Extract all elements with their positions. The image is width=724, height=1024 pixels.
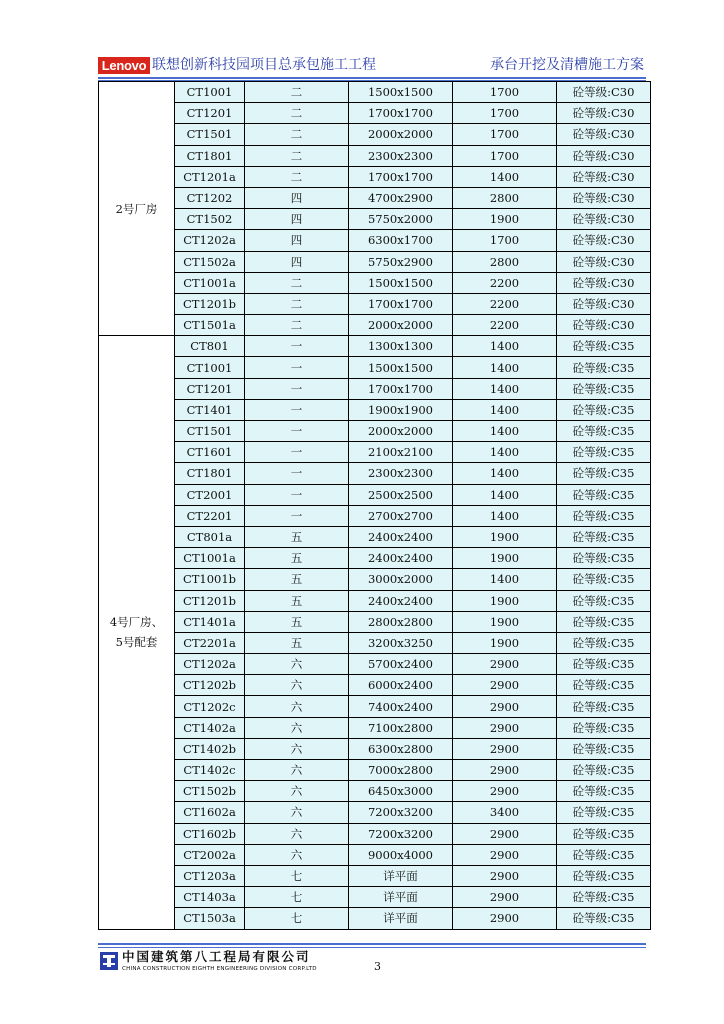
cap-type-cell: 一 — [245, 505, 349, 526]
cap-type-cell: 五 — [245, 611, 349, 632]
cap-depth-cell: 1900 — [453, 526, 557, 547]
concrete-grade-cell: 砼等级:C35 — [557, 357, 651, 378]
concrete-grade-cell: 砼等级:C30 — [557, 145, 651, 166]
cap-id-cell: CT1202a — [175, 230, 245, 251]
cap-depth-cell: 2800 — [453, 187, 557, 208]
cap-depth-cell: 1400 — [453, 378, 557, 399]
cap-type-cell: 一 — [245, 442, 349, 463]
cap-depth-cell: 1400 — [453, 484, 557, 505]
lenovo-logo: Lenovo — [98, 57, 150, 74]
cap-size-cell: 2100x2100 — [349, 442, 453, 463]
footer-rule-thin — [98, 947, 646, 948]
cap-id-cell: CT1202c — [175, 696, 245, 717]
cap-id-cell: CT1201b — [175, 590, 245, 611]
cap-size-cell: 2000x2000 — [349, 421, 453, 442]
concrete-grade-cell: 砼等级:C35 — [557, 823, 651, 844]
cap-type-cell: 二 — [245, 315, 349, 336]
cap-depth-cell: 1400 — [453, 421, 557, 442]
table-row — [99, 463, 651, 484]
concrete-grade-cell: 砼等级:C35 — [557, 590, 651, 611]
cap-depth-cell: 1900 — [453, 590, 557, 611]
building-group-label: 2号厂房 — [115, 201, 158, 216]
cap-type-cell: 二 — [245, 293, 349, 314]
table-row — [99, 675, 651, 696]
concrete-grade-cell: 砼等级:C30 — [557, 209, 651, 230]
concrete-grade-cell: 砼等级:C35 — [557, 654, 651, 675]
concrete-grade-cell: 砼等级:C30 — [557, 103, 651, 124]
cap-type-cell: 六 — [245, 696, 349, 717]
cap-id-cell: CT1402c — [175, 760, 245, 781]
concrete-grade-cell: 砼等级:C35 — [557, 865, 651, 886]
cap-id-cell: CT1201 — [175, 103, 245, 124]
cap-size-cell: 1700x1700 — [349, 166, 453, 187]
cap-type-cell: 一 — [245, 484, 349, 505]
concrete-grade-cell: 砼等级:C35 — [557, 781, 651, 802]
cap-depth-cell: 1900 — [453, 632, 557, 653]
cap-size-cell: 1500x1500 — [349, 272, 453, 293]
concrete-grade-cell: 砼等级:C35 — [557, 484, 651, 505]
cap-depth-cell: 2900 — [453, 717, 557, 738]
table-row — [99, 865, 651, 886]
cap-size-cell: 1500x1500 — [349, 82, 453, 103]
cap-size-cell: 详平面 — [349, 865, 453, 886]
concrete-grade-cell: 砼等级:C30 — [557, 230, 651, 251]
cap-id-cell: CT1501 — [175, 124, 245, 145]
cap-size-cell: 1700x1700 — [349, 293, 453, 314]
cap-id-cell: CT1202 — [175, 187, 245, 208]
cap-size-cell: 7000x2800 — [349, 760, 453, 781]
cap-type-cell: 一 — [245, 421, 349, 442]
cap-id-cell: CT1201a — [175, 166, 245, 187]
cap-size-cell: 1900x1900 — [349, 399, 453, 420]
cap-depth-cell: 2900 — [453, 844, 557, 865]
cap-depth-cell: 1400 — [453, 463, 557, 484]
concrete-grade-cell: 砼等级:C30 — [557, 272, 651, 293]
building-group-label: 5号配套 — [115, 635, 158, 650]
cap-depth-cell: 2200 — [453, 315, 557, 336]
concrete-grade-cell: 砼等级:C35 — [557, 442, 651, 463]
cap-id-cell: CT801 — [175, 336, 245, 357]
cap-type-cell: 四 — [245, 251, 349, 272]
cap-size-cell: 3000x2000 — [349, 569, 453, 590]
cap-depth-cell: 2900 — [453, 887, 557, 908]
cap-type-cell: 二 — [245, 272, 349, 293]
cap-size-cell: 5750x2900 — [349, 251, 453, 272]
cap-size-cell: 1700x1700 — [349, 378, 453, 399]
cap-size-cell: 2300x2300 — [349, 145, 453, 166]
table-row — [99, 823, 651, 844]
cap-depth-cell: 2200 — [453, 272, 557, 293]
table-row — [99, 82, 651, 103]
cap-size-cell: 9000x4000 — [349, 844, 453, 865]
concrete-grade-cell: 砼等级:C30 — [557, 315, 651, 336]
cap-id-cell: CT1401 — [175, 399, 245, 420]
table-row — [99, 548, 651, 569]
footer-rule-thick — [98, 943, 646, 945]
cap-size-cell: 7400x2400 — [349, 696, 453, 717]
cap-depth-cell: 2900 — [453, 865, 557, 886]
table-row — [99, 654, 651, 675]
concrete-grade-cell: 砼等级:C35 — [557, 421, 651, 442]
concrete-grade-cell: 砼等级:C35 — [557, 802, 651, 823]
cap-id-cell: CT801a — [175, 526, 245, 547]
cap-id-cell: CT1001b — [175, 569, 245, 590]
table-row — [99, 315, 651, 336]
cap-id-cell: CT1201b — [175, 293, 245, 314]
table-row — [99, 336, 651, 357]
cap-depth-cell: 2900 — [453, 675, 557, 696]
table-row — [99, 526, 651, 547]
cap-depth-cell: 1400 — [453, 569, 557, 590]
table-row — [99, 145, 651, 166]
table-row — [99, 209, 651, 230]
concrete-grade-cell: 砼等级:C35 — [557, 505, 651, 526]
cap-depth-cell: 3400 — [453, 802, 557, 823]
cap-id-cell: CT1203a — [175, 865, 245, 886]
cap-depth-cell: 2900 — [453, 654, 557, 675]
cap-type-cell: 六 — [245, 717, 349, 738]
cap-depth-cell: 2800 — [453, 251, 557, 272]
table-row — [99, 378, 651, 399]
cap-depth-cell: 1900 — [453, 209, 557, 230]
cap-depth-cell: 2900 — [453, 738, 557, 759]
concrete-grade-cell: 砼等级:C35 — [557, 760, 651, 781]
cap-id-cell: CT1501a — [175, 315, 245, 336]
cap-type-cell: 一 — [245, 336, 349, 357]
document-title: 承台开挖及清槽施工方案 — [490, 57, 644, 73]
cap-type-cell: 一 — [245, 399, 349, 420]
concrete-grade-cell: 砼等级:C30 — [557, 166, 651, 187]
cap-size-cell: 2400x2400 — [349, 590, 453, 611]
cap-size-cell: 1300x1300 — [349, 336, 453, 357]
cap-type-cell: 五 — [245, 526, 349, 547]
cap-size-cell: 5700x2400 — [349, 654, 453, 675]
concrete-grade-cell: 砼等级:C35 — [557, 611, 651, 632]
cap-depth-cell: 1400 — [453, 166, 557, 187]
cap-type-cell: 二 — [245, 145, 349, 166]
table-row — [99, 187, 651, 208]
page-number: 3 — [374, 960, 381, 973]
cap-type-cell: 六 — [245, 823, 349, 844]
concrete-grade-cell: 砼等级:C35 — [557, 378, 651, 399]
concrete-grade-cell: 砼等级:C35 — [557, 548, 651, 569]
cap-size-cell: 详平面 — [349, 887, 453, 908]
header-rule-thick — [98, 77, 646, 79]
cap-type-cell: 六 — [245, 654, 349, 675]
cscec-logo-icon — [100, 952, 118, 970]
concrete-grade-cell: 砼等级:C35 — [557, 336, 651, 357]
concrete-grade-cell: 砼等级:C35 — [557, 844, 651, 865]
cap-depth-cell: 1900 — [453, 611, 557, 632]
table-row — [99, 802, 651, 823]
cap-depth-cell: 1700 — [453, 82, 557, 103]
table-row — [99, 230, 651, 251]
cap-depth-cell: 1700 — [453, 103, 557, 124]
table-row — [99, 505, 651, 526]
cap-id-cell: CT1201 — [175, 378, 245, 399]
cap-id-cell: CT1502a — [175, 251, 245, 272]
concrete-grade-cell: 砼等级:C35 — [557, 569, 651, 590]
cap-id-cell: CT1801 — [175, 463, 245, 484]
company-name-en: CHINA CONSTRUCTION EIGHTH ENGINEERING DIVISION CORP.LTD — [122, 966, 317, 972]
cap-type-cell: 二 — [245, 124, 349, 145]
cap-type-cell: 七 — [245, 908, 349, 929]
cap-id-cell: CT1503a — [175, 908, 245, 929]
cap-depth-cell: 2900 — [453, 696, 557, 717]
cap-type-cell: 四 — [245, 187, 349, 208]
cap-type-cell: 一 — [245, 463, 349, 484]
table-row — [99, 166, 651, 187]
concrete-grade-cell: 砼等级:C30 — [557, 293, 651, 314]
cap-size-cell: 1500x1500 — [349, 357, 453, 378]
cap-id-cell: CT2002a — [175, 844, 245, 865]
cap-id-cell: CT1602b — [175, 823, 245, 844]
cap-type-cell: 六 — [245, 760, 349, 781]
table-row — [99, 484, 651, 505]
cap-size-cell: 2500x2500 — [349, 484, 453, 505]
cap-type-cell: 一 — [245, 357, 349, 378]
cap-depth-cell: 2900 — [453, 823, 557, 844]
cap-size-cell: 1700x1700 — [349, 103, 453, 124]
cap-depth-cell: 2900 — [453, 781, 557, 802]
cap-depth-cell: 1400 — [453, 442, 557, 463]
table-row — [99, 632, 651, 653]
concrete-grade-cell: 砼等级:C35 — [557, 738, 651, 759]
cap-size-cell: 6300x1700 — [349, 230, 453, 251]
cap-type-cell: 五 — [245, 548, 349, 569]
cap-size-cell: 2000x2000 — [349, 124, 453, 145]
cap-type-cell: 四 — [245, 209, 349, 230]
cap-id-cell: CT2001 — [175, 484, 245, 505]
cap-size-cell: 6450x3000 — [349, 781, 453, 802]
cap-type-cell: 二 — [245, 82, 349, 103]
cap-type-cell: 六 — [245, 738, 349, 759]
concrete-grade-cell: 砼等级:C35 — [557, 526, 651, 547]
building-group-cell — [99, 336, 175, 929]
concrete-grade-cell: 砼等级:C35 — [557, 632, 651, 653]
concrete-grade-cell: 砼等级:C35 — [557, 675, 651, 696]
cap-depth-cell: 1700 — [453, 230, 557, 251]
table-row — [99, 251, 651, 272]
table-row — [99, 124, 651, 145]
cap-id-cell: CT1801 — [175, 145, 245, 166]
cap-type-cell: 七 — [245, 887, 349, 908]
cap-id-cell: CT1501 — [175, 421, 245, 442]
cap-size-cell: 6000x2400 — [349, 675, 453, 696]
cap-size-cell: 2300x2300 — [349, 463, 453, 484]
cap-id-cell: CT2201a — [175, 632, 245, 653]
concrete-grade-cell: 砼等级:C35 — [557, 717, 651, 738]
concrete-grade-cell: 砼等级:C35 — [557, 399, 651, 420]
table-row — [99, 399, 651, 420]
table-row — [99, 293, 651, 314]
table-row — [99, 887, 651, 908]
cap-size-cell: 4700x2900 — [349, 187, 453, 208]
table-row — [99, 696, 651, 717]
cap-type-cell: 六 — [245, 844, 349, 865]
cap-type-cell: 二 — [245, 166, 349, 187]
concrete-grade-cell: 砼等级:C35 — [557, 463, 651, 484]
cap-type-cell: 五 — [245, 632, 349, 653]
cap-depth-cell: 1900 — [453, 548, 557, 569]
pile-cap-table — [98, 81, 651, 930]
cap-id-cell: CT1402a — [175, 717, 245, 738]
cap-type-cell: 二 — [245, 103, 349, 124]
cap-id-cell: CT1502 — [175, 209, 245, 230]
cap-size-cell: 2700x2700 — [349, 505, 453, 526]
cap-id-cell: CT1602a — [175, 802, 245, 823]
company-name-cn: 中国建筑第八工程局有限公司 — [122, 949, 311, 964]
concrete-grade-cell: 砼等级:C30 — [557, 124, 651, 145]
cap-id-cell: CT1001a — [175, 548, 245, 569]
cap-size-cell: 2400x2400 — [349, 526, 453, 547]
table-row — [99, 844, 651, 865]
cap-id-cell: CT1202b — [175, 675, 245, 696]
cap-id-cell: CT1401a — [175, 611, 245, 632]
concrete-grade-cell: 砼等级:C30 — [557, 82, 651, 103]
table-row — [99, 421, 651, 442]
table-row — [99, 357, 651, 378]
cap-id-cell: CT1001 — [175, 82, 245, 103]
cap-type-cell: 七 — [245, 865, 349, 886]
cap-size-cell: 2000x2000 — [349, 315, 453, 336]
cap-depth-cell: 2200 — [453, 293, 557, 314]
cap-type-cell: 四 — [245, 230, 349, 251]
table-row — [99, 908, 651, 929]
cap-id-cell: CT1601 — [175, 442, 245, 463]
concrete-grade-cell: 砼等级:C30 — [557, 187, 651, 208]
cap-id-cell: CT2201 — [175, 505, 245, 526]
cap-id-cell: CT1001a — [175, 272, 245, 293]
table-row — [99, 590, 651, 611]
cap-depth-cell: 1700 — [453, 145, 557, 166]
table-row — [99, 611, 651, 632]
cap-size-cell: 5750x2000 — [349, 209, 453, 230]
cap-size-cell: 7200x3200 — [349, 802, 453, 823]
cap-depth-cell: 1400 — [453, 357, 557, 378]
cap-type-cell: 五 — [245, 569, 349, 590]
cap-depth-cell: 1700 — [453, 124, 557, 145]
cap-size-cell: 7100x2800 — [349, 717, 453, 738]
cap-id-cell: CT1403a — [175, 887, 245, 908]
cap-type-cell: 六 — [245, 802, 349, 823]
table-row — [99, 103, 651, 124]
cap-type-cell: 六 — [245, 675, 349, 696]
cap-id-cell: CT1402b — [175, 738, 245, 759]
concrete-grade-cell: 砼等级:C35 — [557, 908, 651, 929]
cap-id-cell: CT1502b — [175, 781, 245, 802]
page-header — [98, 55, 646, 77]
cap-id-cell: CT1202a — [175, 654, 245, 675]
cap-size-cell: 详平面 — [349, 908, 453, 929]
cap-type-cell: 五 — [245, 590, 349, 611]
cap-size-cell: 6300x2800 — [349, 738, 453, 759]
cap-size-cell: 7200x3200 — [349, 823, 453, 844]
building-group-cell — [99, 82, 175, 336]
cap-size-cell: 3200x3250 — [349, 632, 453, 653]
cap-depth-cell: 1400 — [453, 505, 557, 526]
table-row — [99, 760, 651, 781]
cap-id-cell: CT1001 — [175, 357, 245, 378]
building-group-label: 4号厂房、 — [109, 615, 164, 630]
cap-depth-cell: 1400 — [453, 399, 557, 420]
cap-depth-cell: 2900 — [453, 760, 557, 781]
cap-type-cell: 六 — [245, 781, 349, 802]
table-row — [99, 272, 651, 293]
cap-type-cell: 一 — [245, 378, 349, 399]
table-row — [99, 442, 651, 463]
cap-size-cell: 2400x2400 — [349, 548, 453, 569]
concrete-grade-cell: 砼等级:C35 — [557, 696, 651, 717]
concrete-grade-cell: 砼等级:C35 — [557, 887, 651, 908]
table-row — [99, 569, 651, 590]
cap-depth-cell: 2900 — [453, 908, 557, 929]
cap-size-cell: 2800x2800 — [349, 611, 453, 632]
table-row — [99, 781, 651, 802]
table-row — [99, 738, 651, 759]
concrete-grade-cell: 砼等级:C30 — [557, 251, 651, 272]
project-title: 联想创新科技园项目总承包施工工程 — [152, 57, 376, 73]
pile-cap-table-body — [99, 82, 651, 930]
cap-depth-cell: 1400 — [453, 336, 557, 357]
table-row — [99, 717, 651, 738]
